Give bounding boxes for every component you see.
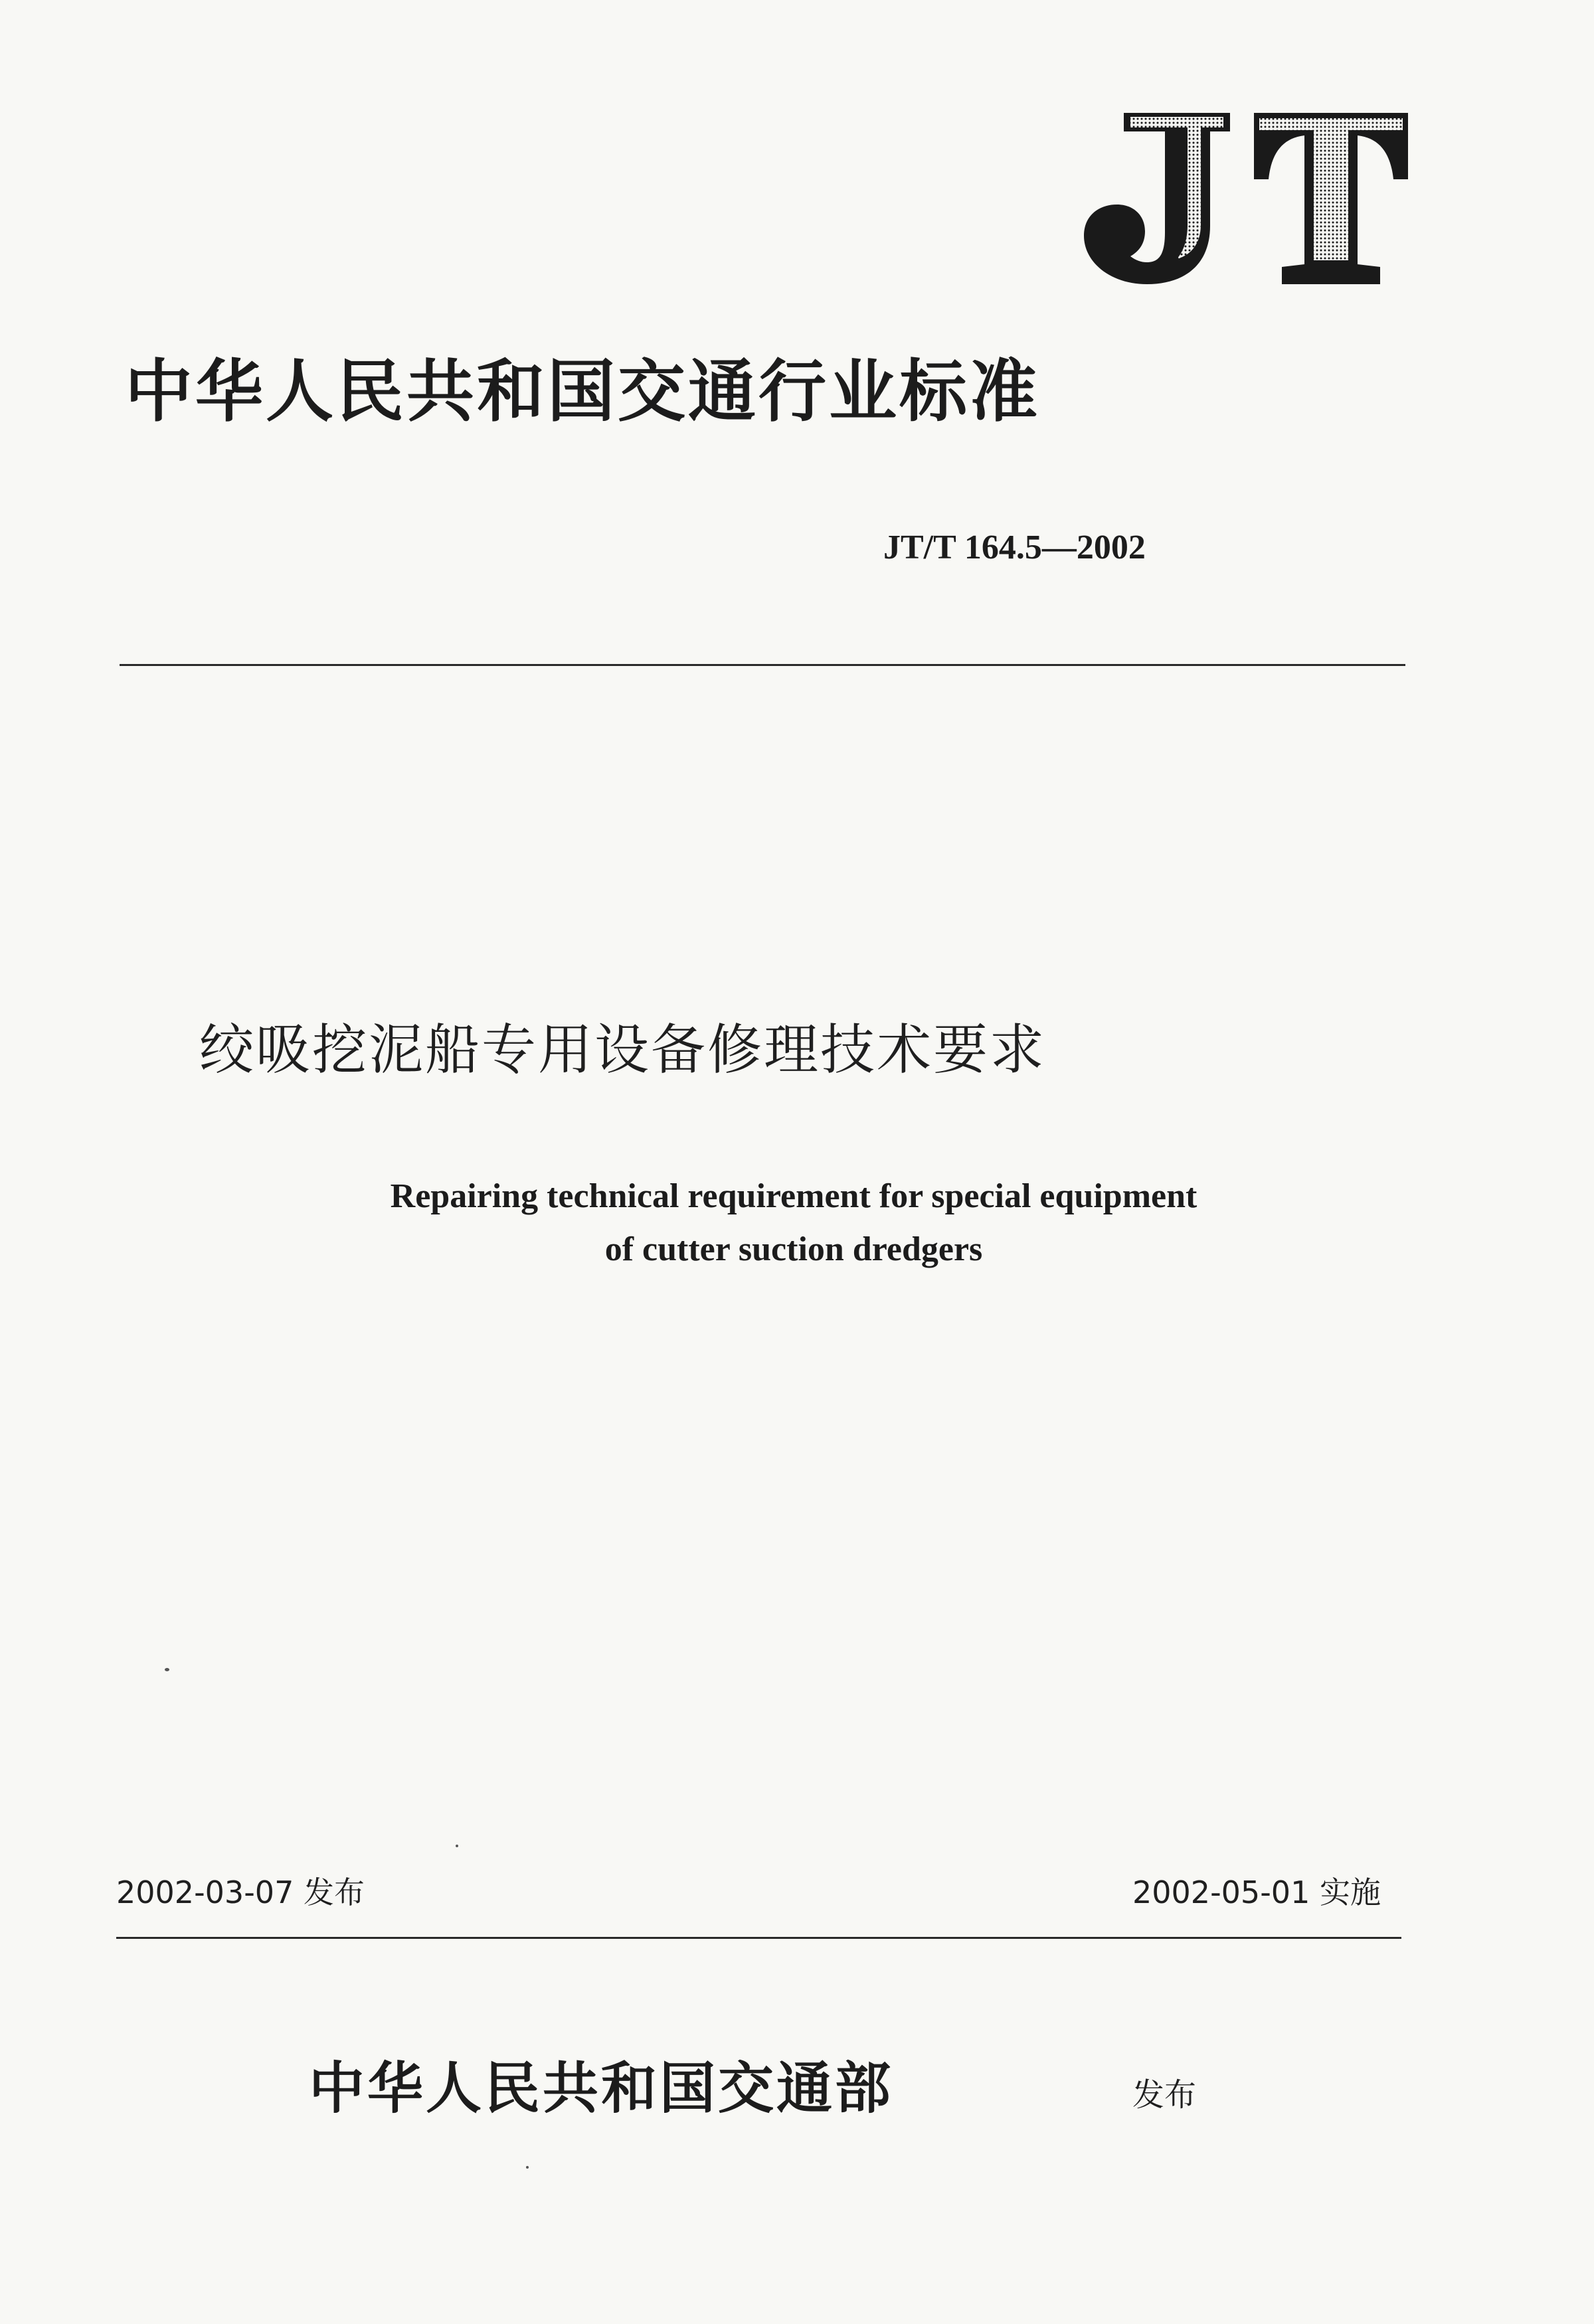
document-title-english-line2: of cutter suction dredgers	[604, 1230, 983, 1268]
jt-logo	[1084, 113, 1408, 286]
document-title-english-line1: Repairing technical requirement for special equipment	[390, 1177, 1197, 1215]
standard-code: JT/T 164.5—2002	[883, 529, 1146, 566]
publisher-suffix: 发布	[1132, 2076, 1197, 2114]
issue-date: 2002-03-07 发布	[116, 1874, 365, 1910]
scan-speck	[456, 1845, 458, 1847]
scan-speck	[526, 2166, 529, 2169]
scan-speck	[165, 1668, 169, 1671]
implementation-date: 2002-05-01 实施	[1132, 1874, 1381, 1910]
publisher-name: 中华人民共和国交通部	[309, 2055, 894, 2121]
standard-title: 中华人民共和国交通行业标准	[125, 352, 1040, 432]
document-title-chinese: 绞吸挖泥船专用设备修理技术要求	[199, 1019, 1047, 1082]
top-divider	[120, 664, 1405, 666]
bottom-divider	[116, 1937, 1401, 1939]
document-title-english	[199, 1170, 1388, 1276]
